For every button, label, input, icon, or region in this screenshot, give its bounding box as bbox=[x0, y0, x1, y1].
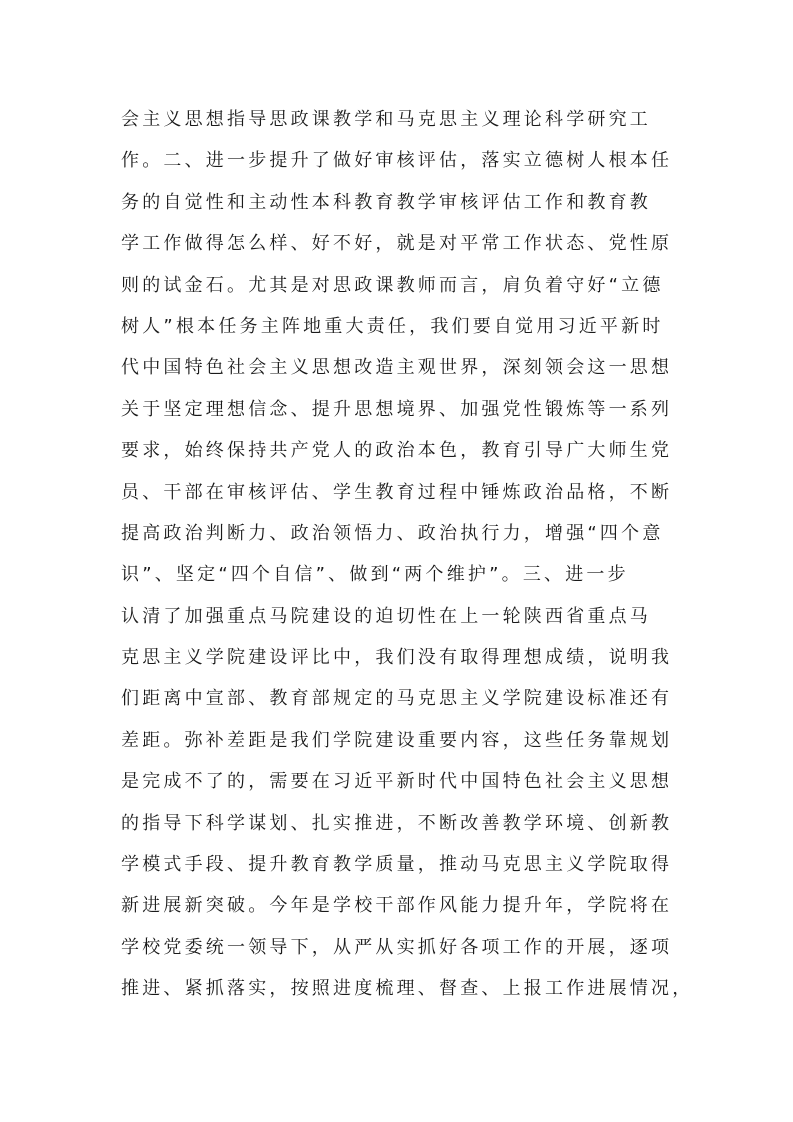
text-line: 关于坚定理想信念、提升思想境界、加强党性锻炼等一系列 bbox=[121, 398, 673, 420]
text-line: 识”、坚定“四个自信”、做到“两个维护”。三、进一步 bbox=[121, 564, 629, 586]
text-line: 的指导下科学谋划、扎实推进，不断改善教学环境、创新教 bbox=[121, 812, 673, 834]
text-line: 们距离中宣部、教育部规定的马克思主义学院建设标准还有 bbox=[121, 688, 673, 710]
text-line: 会主义思想指导思政课教学和马克思主义理论科学研究工 bbox=[121, 109, 651, 130]
text-line: 新进展新突破。今年是学校干部作风能力提升年，学院将在 bbox=[121, 895, 673, 917]
text-line: 克思主义学院建设评比中，我们没有取得理想成绩，说明我 bbox=[121, 647, 673, 669]
text-line: 差距。弥补差距是我们学院建设重要内容，这些任务靠规划 bbox=[121, 729, 673, 751]
body-paragraph bbox=[121, 99, 701, 1010]
text-line: 推进、紧抓落实，按照进度梳理、督查、上报工作进展情况， bbox=[121, 978, 694, 1000]
text-line: 是完成不了的，需要在习近平新时代中国特色社会主义思想 bbox=[121, 771, 673, 793]
text-line: 学校党委统一领导下，从严从实抓好各项工作的开展，逐项 bbox=[121, 936, 673, 958]
text-line: 树人”根本任务主阵地重大责任，我们要自觉用习近平新时 bbox=[121, 315, 664, 337]
text-line: 要求，始终保持共产党人的政治本色，教育引导广大师生党 bbox=[121, 440, 673, 462]
text-line: 则的试金石。尤其是对思政课教师而言，肩负着守好“立德 bbox=[121, 274, 664, 296]
text-line: 员、干部在审核评估、学生教育过程中锤炼政治品格，不断 bbox=[121, 481, 673, 503]
text-line: 代中国特色社会主义思想改造主观世界，深刻领会这一思想 bbox=[121, 357, 673, 379]
text-line: 学模式手段、提升教育教学质量，推动马克思主义学院取得 bbox=[121, 854, 673, 876]
text-line: 务的自觉性和主动性本科教育教学审核评估工作和教育教 bbox=[121, 191, 651, 213]
text-line: 认清了加强重点马院建设的迫切性在上一轮陕西省重点马 bbox=[121, 605, 651, 627]
text-line: 提高政治判断力、政治领悟力、政治执行力，增强“四个意 bbox=[121, 522, 664, 544]
text-line: 学工作做得怎么样、好不好，就是对平常工作状态、党性原 bbox=[121, 233, 673, 255]
text-line: 作。二、进一步提升了做好审核评估，落实立德树人根本任 bbox=[121, 150, 673, 172]
